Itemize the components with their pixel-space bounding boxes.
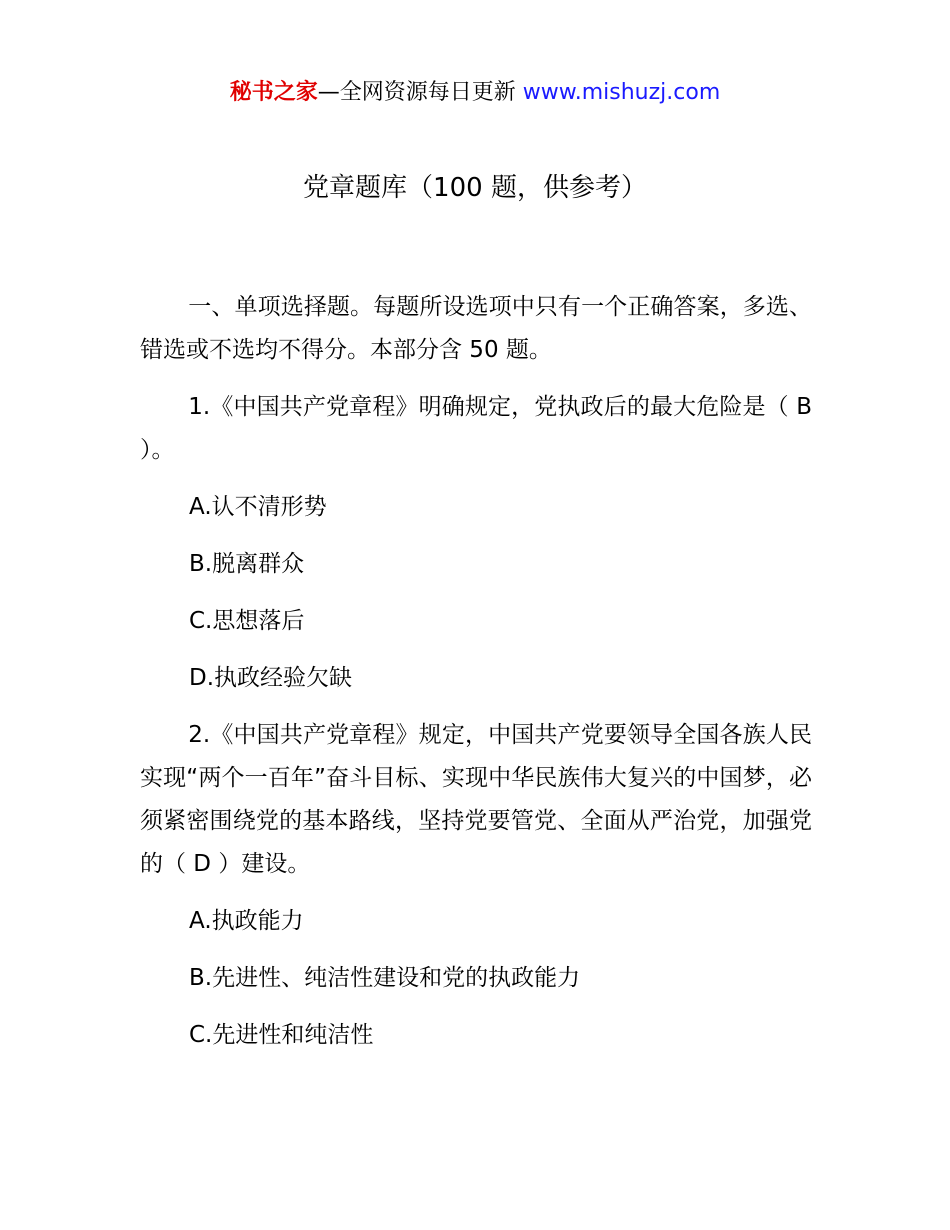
question-option: C.先进性和纯洁性: [189, 1022, 374, 1048]
site-tagline: —全网资源每日更新: [317, 80, 523, 105]
question-option: B.先进性、纯洁性建设和党的执政能力: [189, 965, 581, 991]
page-title: 党章题库（100 题，供参考）: [303, 173, 647, 203]
section-intro: 一、单项选择题。每题所设选项中只有一个正确答案，多选、错选或不选均不得分。本部分含 50 题。: [140, 294, 812, 363]
document-body: [140, 286, 812, 1071]
question-option: D.执政经验欠缺: [189, 665, 353, 691]
site-header: [0, 78, 950, 108]
question-option: C.思想落后: [189, 608, 305, 634]
question-option: A.执政能力: [189, 908, 304, 934]
question-stem: 2.《中国共产党章程》规定，中国共产党要领导全国各族人民实现“两个一百年”奋斗目标、实现中华民族伟大复兴的中国梦，必须紧密围绕党的基本路线，坚持党要管党、全面从严治党，加强党的（ D ）建设。: [140, 722, 812, 877]
site-url-link[interactable]: www.mishuzj.com: [522, 80, 721, 105]
question-stem: 1.《中国共产党章程》明确规定，党执政后的最大危险是（ B ）。: [140, 394, 812, 463]
site-brand: 秘书之家: [229, 80, 318, 105]
question-option: B.脱离群众: [189, 551, 305, 577]
question-option: A.认不清形势: [189, 494, 327, 520]
